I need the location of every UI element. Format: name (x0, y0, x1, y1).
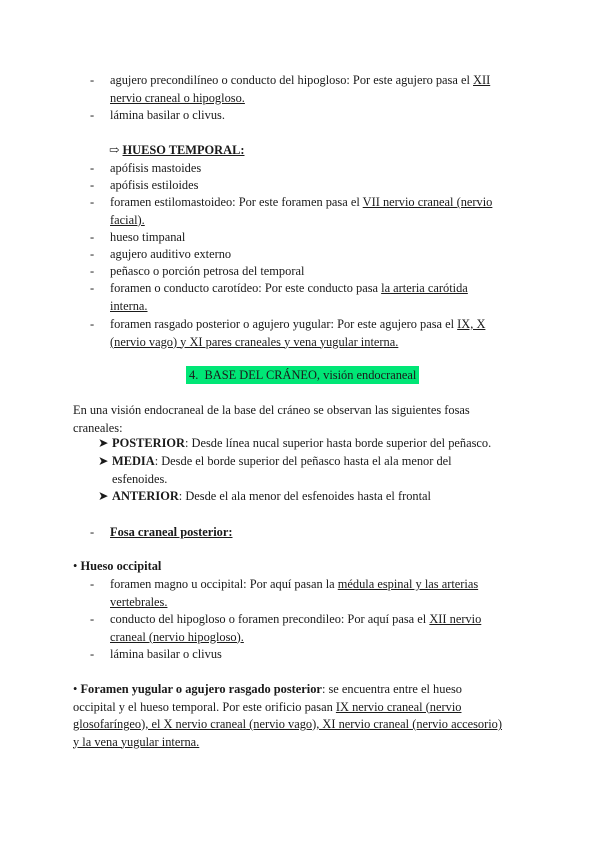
nerve-link-text: XII (473, 73, 491, 87)
bone-heading (73, 558, 161, 576)
list-item-text: lámina basilar o clivus (110, 647, 222, 661)
bullet-dot: • (73, 559, 78, 573)
section-title: BASE DEL CRÁNEO, visión endocraneal (204, 368, 417, 382)
arrow-right-icon: ⇨ (109, 143, 120, 157)
intro-paragraph (73, 402, 513, 437)
nerve-link-text: y la vena yugular interna. (73, 734, 200, 749)
artery-link-text: la arteria carótida (381, 281, 468, 295)
artery-link-text: interna. (110, 298, 148, 313)
section-number: 4. (189, 368, 199, 382)
fossa-label: ANTERIOR (112, 489, 179, 503)
section-title: HUESO TEMPORAL: (122, 143, 245, 157)
paragraph-line: craneales: (73, 420, 123, 435)
dash-bullet: - (90, 281, 95, 295)
list-item-text: lámina basilar o clivus. (110, 108, 225, 122)
list-item-text: foramen rasgado posterior o agujero yugular: Por este agujero pasa el (110, 317, 458, 331)
list-item-text: foramen estilomastoideo: Por este foramen pasa el (110, 195, 363, 209)
dash-bullet: - (90, 195, 95, 209)
fossa-label: MEDIA (112, 454, 155, 468)
nerve-link-text: nervio craneal o hipogloso. (110, 90, 245, 105)
yugular-paragraph (73, 681, 513, 751)
list-item-text: hueso timpanal (110, 230, 186, 244)
nerve-link-text: craneal (nervio hipogloso). (110, 629, 244, 644)
structure-link-text: vertebrales. (110, 594, 168, 609)
dash-bullet: - (90, 577, 95, 591)
structure-link-text: médula espinal y las arterias (337, 577, 479, 591)
temporal-heading (109, 142, 244, 160)
list-item-text: foramen magno u occipital: Por aquí pasan la (110, 577, 338, 591)
dash-bullet: - (90, 647, 95, 661)
list-item-text: agujero precondilíneo o conducto del hipogloso: Por este agujero pasa el (110, 73, 474, 87)
paragraph-text: occipital y el hueso temporal. Por este orificio pasan (73, 699, 336, 714)
list-item-text: agujero auditivo externo (110, 247, 232, 261)
arrow-bullet-icon: ➤ (98, 454, 109, 468)
bullet-dot: • (73, 682, 78, 696)
dash-bullet: - (90, 264, 95, 278)
paragraph-line: En una visión endocraneal de la base del cráneo se observan las siguientes fosas (73, 403, 470, 417)
dash-bullet: - (90, 108, 95, 122)
fossa-description: : Desde el borde superior del peñasco hasta el ala menor del (154, 454, 452, 468)
dash-bullet: - (90, 230, 95, 244)
dash-bullet: - (90, 317, 95, 331)
list-item-text: conducto del hipogloso o foramen precondileo: Por aquí pasa el (110, 612, 430, 626)
dash-bullet: - (90, 247, 95, 261)
list-item-text: peñasco o porción petrosa del temporal (110, 264, 305, 278)
arrow-bullet-icon: ➤ (98, 489, 109, 503)
fossa-label: POSTERIOR (112, 436, 185, 450)
list-item-text: apófisis mastoides (110, 161, 202, 175)
fossa-description: : Desde el ala menor del esfenoides hasta el frontal (178, 489, 431, 503)
list-item-text: foramen o conducto carotídeo: Por este conducto pasa (110, 281, 382, 295)
nerve-link-text: IX, X (457, 317, 486, 331)
fossa-description: esfenoides. (112, 471, 168, 486)
foramen-label: Foramen yugular o agujero rasgado posterior (80, 682, 322, 696)
nerve-link-text: facial). (110, 212, 145, 227)
fossa-description: : Desde línea nucal superior hasta borde superior del peñasco. (184, 436, 492, 450)
arrow-bullet-icon: ➤ (98, 436, 109, 450)
dash-bullet: - (90, 161, 95, 175)
dash-bullet: - (90, 178, 95, 192)
nerve-link-text: XII nervio (429, 612, 482, 626)
dash-bullet: - (90, 73, 95, 87)
nerve-link-text: glosofaríngeo), el X nervio craneal (nervio vago), XI nervio craneal (nervio accesorio) (73, 717, 503, 731)
dash-bullet: - (90, 612, 95, 626)
subsection-title: Fosa craneal posterior: (110, 525, 233, 539)
nerve-link-text: VII nervio craneal (nervio (362, 195, 493, 209)
dash-bullet: - (90, 525, 95, 539)
bone-title: Hueso occipital (80, 559, 162, 573)
list-item-text: apófisis estiloides (110, 178, 199, 192)
section-4-heading (186, 366, 419, 384)
nerve-link-text: (nervio vago) y XI pares craneales y vena yugular interna. (110, 334, 399, 349)
paragraph-text: : se encuentra entre el hueso (321, 682, 462, 696)
nerve-link-text: IX nervio craneal (nervio (335, 699, 462, 714)
